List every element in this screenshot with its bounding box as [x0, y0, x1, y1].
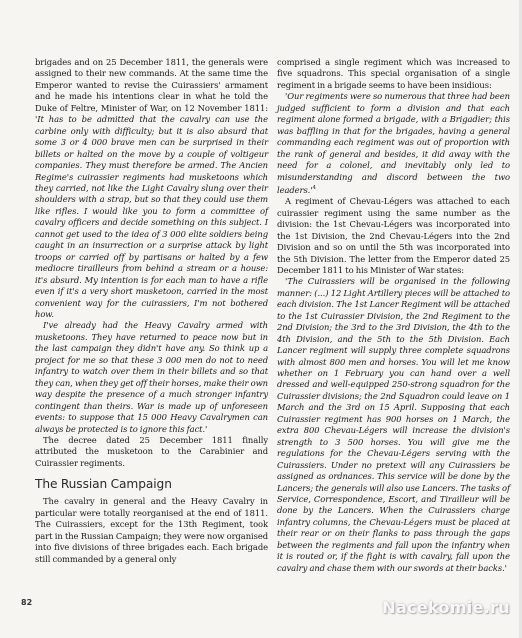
left-column	[35, 57, 268, 565]
quote-text: 'It has to be admitted that the cavalry can use the carbine only with difficulty; but it is also absurd that some 3 or 4 000 brave men can be surprised in their billets or halted on the move by a couple of voltigeur companies. They must therefore be armed. The Ancien Regime's cuirassier regiments had musketoons which they carried, not like the Light Cavalry slung over their shoulders with a strap, but so that they could use them like rifles. I would like you to form a committee of cavalry officers and decide something on this subject. I cannot get used to the idea of 3 000 elite soldiers being caught in an insurrection or a surprise attack by light troops or carried off by partisans or halted by a few mediocre tirailleurs from behind a stream or a house: it's absurd. My intention is for each man to have a rifle even if it's a very short musketoon, carried in the most convenient way for the cuirassiers, I'm not bothered how.	[35, 114, 268, 319]
section-heading: The Russian Campaign	[35, 477, 172, 492]
paragraph: The decree dated 25 December 1811 finally attributed the musketoon to the Carabinier and Cuirassier regiments.	[35, 434, 268, 468]
footnote-marker: 4	[312, 184, 316, 191]
page-number: 82	[21, 598, 33, 607]
paragraph: A regiment of Chevau-Légers was attached to each cuirassier regiment using the same number as the division: the 1st Chevau-Légers was incorporated into the 1st Division, the 2nd Chevau-Légers into the 2nd Division and so on until the 5th was incorporated into the 5th Division. The letter from the Emperor dated 25 December 1811 to his Minister of War states:	[277, 196, 510, 275]
paragraph-text: brigades and on 25 December 1811, the generals were assigned to their new commands. At the same time the Emperor wanted to revise the Cuirassiers' armament and he made his intentions clear in what he told the Duke of Feltre, Minister of War, on 12 November 1811:	[35, 57, 268, 113]
right-column	[277, 57, 510, 574]
paragraph: The cavalry in general and the Heavy Cavalry in particular were totally reorganised at the end of 1811. The Cuirassiers, except for the 13th Regiment, took part in the Russian Campaign; they were now organised into five divisions of three brigades each. Each brigade still commanded by a general only	[35, 496, 268, 564]
quote-text: 'Our regiments were so numerous that three had been judged sufficient to form a division and that each regiment alone formed a brigade, with a Brigadier; this was baffling in that for the brigades, having a general commanding each regiment was out of proportion with the rank of general and besides, it did away with the need for a colonel, and inevitably only led to misunderstanding and discord between the two leaders.'	[277, 91, 510, 195]
quote-paragraph: I've already had the Heavy Cavalry armed with musketoons. They have returned to peace now but in the last campaign they didn't have any. So think up a project for me so that these 3 000 men do not to need infantry to watch over them in their billets and so that they can, when they get off their horses, make their own way despite the presence of a much stronger infantry contingent than theirs. War is made up of unforeseen events: to suppose that 15 000 Heavy Cavalrymen can always be protected is to ignore this fact.'	[35, 320, 268, 434]
paragraph	[35, 57, 268, 320]
paragraph: comprised a single regiment which was increased to five squadrons. This special organisation of a single regiment in a brigade seems to have been insidious:	[277, 57, 510, 90]
quote-paragraph	[277, 91, 510, 196]
watermark: Nacekomie.ru	[382, 598, 510, 617]
quote-paragraph: 'The Cuirassiers will be organised in the following manner: (...) 12 Light Artillery pieces will be attached to each division. The 1st Lancer Regiment will be attached to the 1st Cuirassier Division, the 2nd Regiment to the 2nd Division; the 3rd to the 3rd Division, the 4th to the 4th Division, and the 5th to the 5th Division. Each Lancer regiment will supply three complete squadrons with almost 800 men and horses. You will let me know whether on 1 February you can hand over a well dressed and well-equipped 250-strong squadron for the Cuirassier divisions; the 2nd Squadron could leave on 1 March and the 3rd on 15 April. Supposing that each Cuirassier regiment has 900 horses on 1 March, the extra 800 Chevau-Légers will increase the division's strength to 3 500 horses. You will give me the regulations for the Chevau-Légers serving with the Cuirassiers. Under no pretext will any Cuirassiers be assigned as ordnances. This service will be done by the Lancers; the generals will also use Lancers. The tasks of Service, Correspondence, Escort, and Tirailleur will be done by the Lancers. When the Cuirassiers charge infantry columns, the Chevau-Légers must be placed at their rear or on their flanks to pass through the gaps between the regiments and fall upon the infantry when it is routed or, if the fight is with cavalry, fall upon the cavalry and chase them with our swords at their backs.'	[277, 276, 510, 573]
